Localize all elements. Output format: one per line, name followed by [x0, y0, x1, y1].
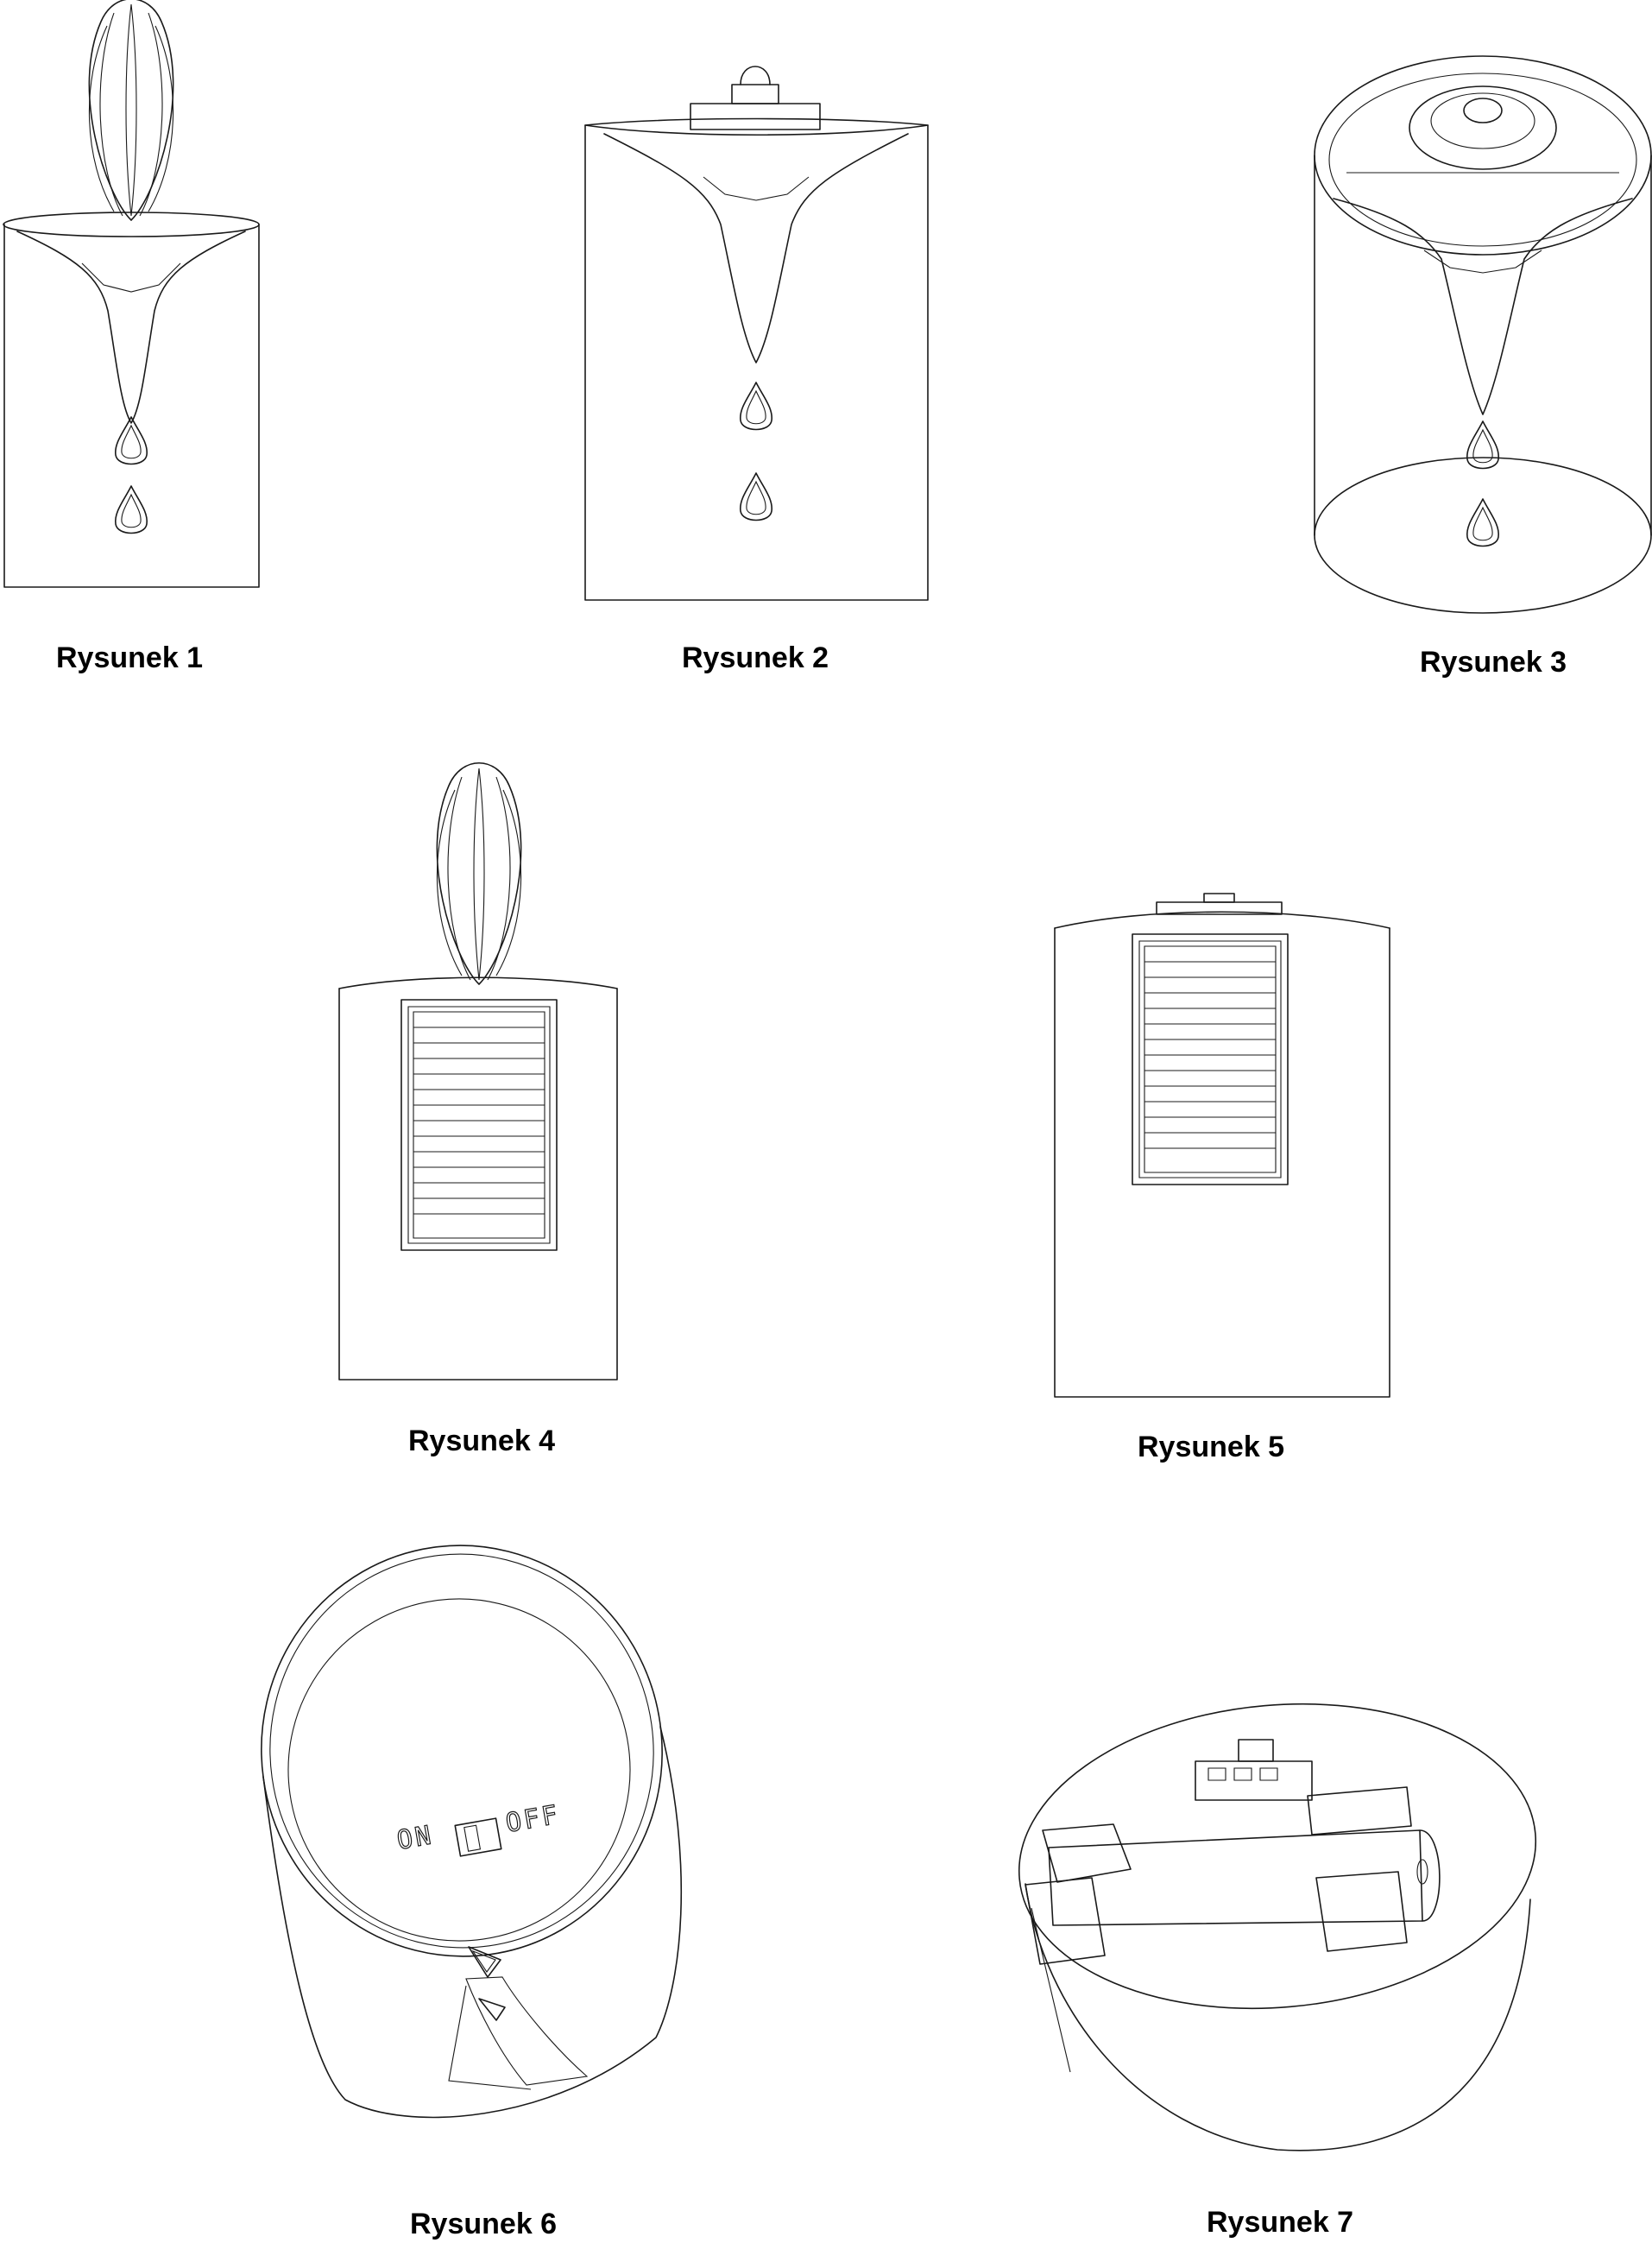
flame-icon — [89, 0, 173, 220]
figure-3-caption: Rysunek 3 — [1420, 646, 1567, 679]
solar-panel-icon — [401, 1000, 557, 1250]
figure-2-caption: Rysunek 2 — [682, 641, 829, 674]
figure-7-battery-base — [1006, 1684, 1548, 2239]
figure-4-candle-back-with-flame — [339, 763, 617, 1457]
figure-7-caption: Rysunek 7 — [1207, 2206, 1354, 2239]
switch-on-label: ON — [394, 1820, 436, 1856]
figure-1-caption: Rysunek 1 — [56, 641, 204, 674]
figure-5-candle-back-with-led — [1055, 894, 1390, 1463]
figure-5-caption: Rysunek 5 — [1138, 1431, 1285, 1463]
figure-6-candle-underside — [235, 1520, 689, 2240]
solar-panel-icon — [1132, 934, 1288, 1185]
figure-2-candle-front — [585, 66, 928, 674]
switch-off-label: OFF — [503, 1799, 563, 1839]
figure-4-caption: Rysunek 4 — [408, 1425, 556, 1457]
flame-icon — [437, 763, 520, 984]
figure-3-candle-open-top — [1315, 56, 1651, 679]
figure-1-candle-front — [3, 0, 259, 674]
figure-6-caption: Rysunek 6 — [410, 2208, 558, 2240]
